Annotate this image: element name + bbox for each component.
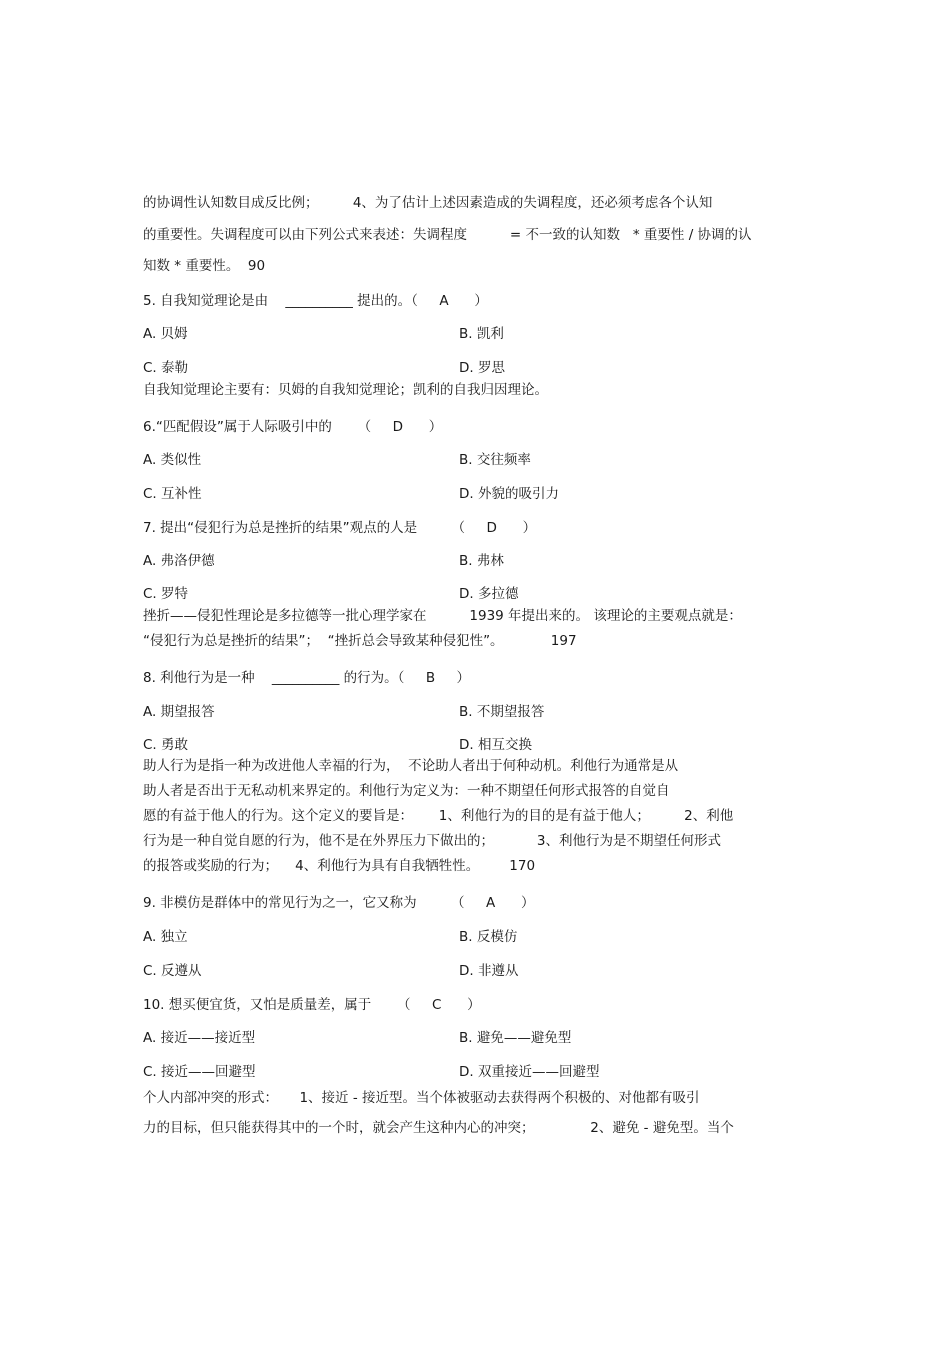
question-6-option-a: A. 类似性 (143, 452, 202, 468)
question-8-explanation: 的报答或奖励的行为； 4、利他行为具有自我牺牲性。 170 (143, 858, 536, 874)
question-10-option-a: A. 接近——接近型 (143, 1030, 256, 1046)
question-8-option-a: A. 期望报答 (143, 704, 215, 720)
question-9: 9. 非模仿是群体中的常见行为之一，它又称为 （ A ） (143, 895, 535, 911)
question-5-option-b: B. 凯利 (459, 326, 504, 342)
question-10-explanation: 个人内部冲突的形式： 1、接近 - 接近型。当个体被驱动去获得两个积极的、对他都有吸引 (143, 1090, 700, 1106)
question-6-option-b: B. 交往频率 (459, 452, 531, 468)
question-10-option-b: B. 避免——避免型 (459, 1030, 572, 1046)
question-7-option-b: B. 弗林 (459, 553, 504, 569)
question-8-explanation: 愿的有益于他人的行为。这个定义的要旨是： 1、利他行为的目的是有益于他人； 2、利他 (143, 808, 734, 824)
question-6-option-d: D. 外貌的吸引力 (459, 486, 559, 502)
question-10: 10. 想买便宜货，又怕是质量差，属于 （ C ） (143, 997, 481, 1013)
question-8-option-c: C. 勇敢 (143, 737, 189, 753)
question-6: 6.“匹配假设”属于人际吸引中的 （ D ） (143, 419, 443, 435)
text-line: 的协调性认知数目成反比例； 4、为了估计上述因素造成的失调程度，还必须考虑各个认知 (143, 195, 713, 211)
question-7-option-d: D. 多拉德 (459, 586, 519, 602)
question-8-explanation: 助人行为是指一种为改进他人幸福的行为， 不论助人者出于何种动机。利他行为通常是从 (143, 758, 679, 774)
question-7: 7. 提出“侵犯行为总是挫折的结果”观点的人是 （ D ） (143, 520, 537, 536)
question-5: 5. 自我知觉理论是由 __________ 提出的。（ A ） (143, 293, 488, 309)
question-8-explanation: 助人者是否出于无私动机来界定的。利他行为定义为：一种不期望任何形式报答的自觉自 (143, 783, 670, 799)
question-5-option-a: A. 贝姆 (143, 326, 188, 342)
question-5-option-d: D. 罗思 (459, 360, 505, 376)
question-5-option-c: C. 泰勒 (143, 360, 189, 376)
question-7-option-a: A. 弗洛伊德 (143, 553, 215, 569)
question-7-option-c: C. 罗特 (143, 586, 189, 602)
question-9-option-b: B. 反模仿 (459, 929, 518, 945)
text-line: 的重要性。失调程度可以由下列公式来表述：失调程度 = 不一致的认知数 * 重要性 / 协调的认 (143, 227, 752, 243)
question-10-explanation: 力的目标，但只能获得其中的一个时，就会产生这种内心的冲突； 2、避免 - 避免型。当个 (143, 1120, 734, 1136)
question-8-explanation: 行为是一种自觉自愿的行为，他不是在外界压力下做出的； 3、利他行为是不期望任何形式 (143, 833, 722, 849)
question-6-option-c: C. 互补性 (143, 486, 202, 502)
question-8-option-b: B. 不期望报答 (459, 704, 545, 720)
question-7-explanation: 挫折——侵犯性理论是多拉德等一批心理学家在 1939 年提出来的。 该理论的主要观点就是： (143, 608, 742, 624)
question-8: 8. 利他行为是一种 __________ 的行为。（ B ） (143, 670, 471, 686)
question-9-option-d: D. 非遵从 (459, 963, 519, 979)
question-10-option-c: C. 接近——回避型 (143, 1064, 256, 1080)
question-9-option-c: C. 反遵从 (143, 963, 202, 979)
question-10-option-d: D. 双重接近——回避型 (459, 1064, 600, 1080)
question-8-option-d: D. 相互交换 (459, 737, 532, 753)
text-line: 知数 * 重要性。 90 (143, 258, 266, 274)
question-9-option-a: A. 独立 (143, 929, 188, 945)
question-7-explanation: “侵犯行为总是挫折的结果”； “挫折总会导致某种侵犯性”。 197 (143, 633, 577, 649)
question-5-explanation: 自我知觉理论主要有：贝姆的自我知觉理论；凯利的自我归因理论。 (143, 382, 548, 398)
